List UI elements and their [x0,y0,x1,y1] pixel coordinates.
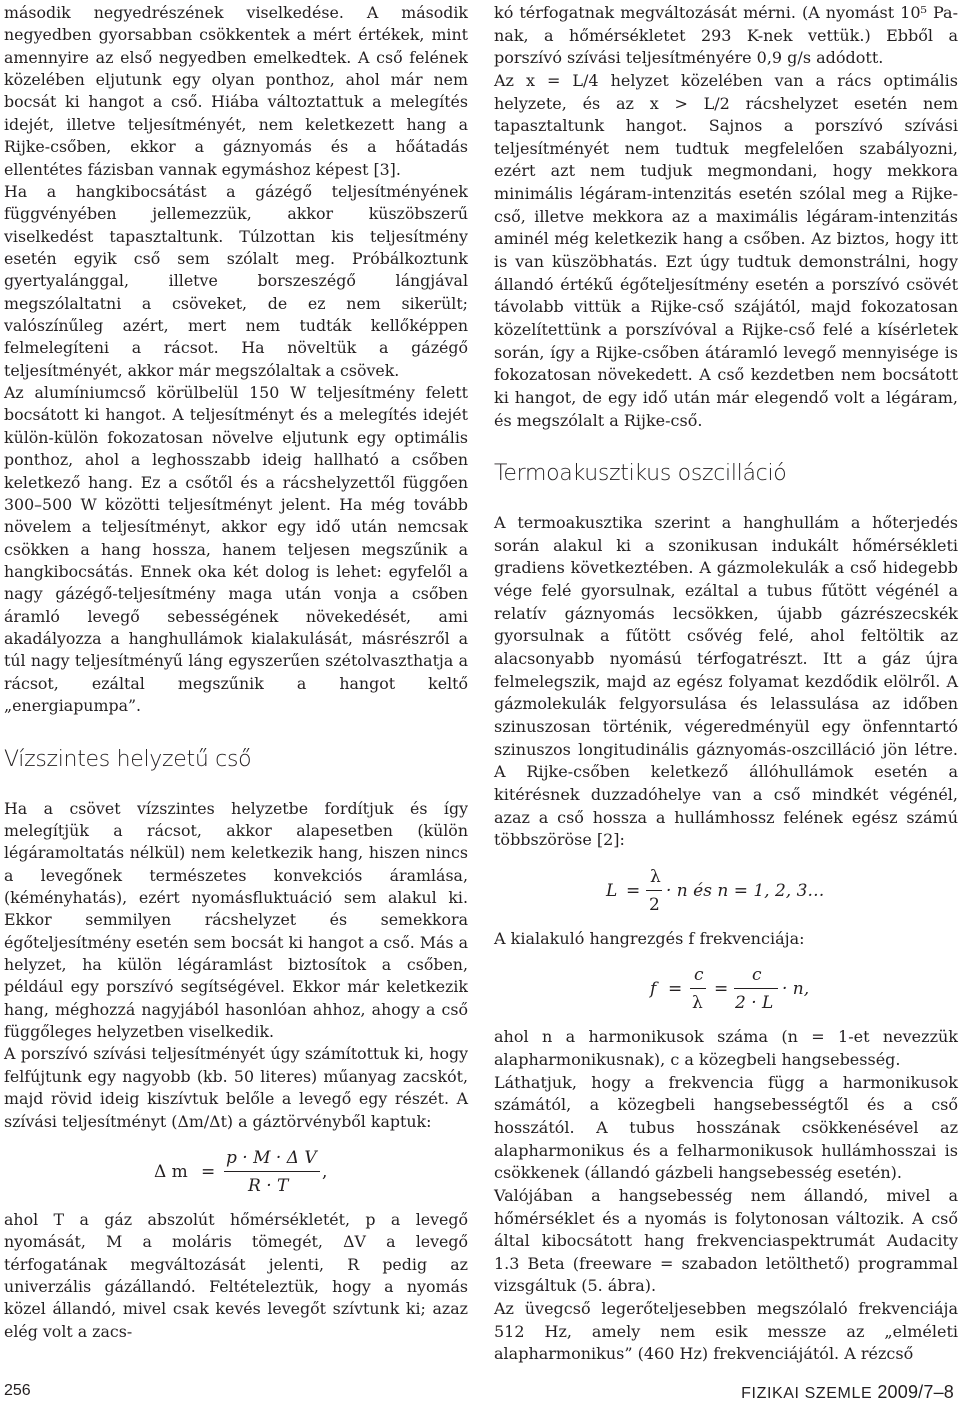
right-column [494,2,958,1366]
right-paragraph-3: A termoakusztika szerint a hanghullám a hőterjedés során alakul ki a szonikusan indukált hőmérsékleti gradiens következtében. A gázmolekulák a cső hidegebb vége felé gyorsulnak, ezáltal a tubus fűtött végénél a relatív gáznyomás lecsökken, újabb gázrészecskék gyorsulnak a fűtött csővég felé, ahol feltöltik az alacsonyabb nyomású térfogatrészt. Itt a gáz újra felmelegszik, majd az egész folyamat kezdődik elölről. A gázmolekulák felgyorsulása és lelassulása az időben szinuszosan történik, végeredményül egy önfenntartó szinuszos longitudinális gáznyomás-oszcilláció jön létre. A Rijke-csőben keletkező állóhullámok esetén a kitérésnek duzzadóhelye van a cső mindkét végénél, azaz a cső hossza a hullámhossz felének egész számú többszöröse [2]: [494,513,958,850]
left-paragraph-4: Ha a csövet vízszintes helyzetbe fordítjuk és így melegítjük a rácsot, akkor alapesetben (külön légáramoltatás nélkül) nem keletkezik hang, hiszen nincs a levegőnek természetes konvekciós áramlása, (kéményhatás), ezért nyomásfluktuáció sem alakul ki. Ekkor semmilyen rácshelyzet és semekkora égőteljesítmény esetén sem bocsát ki hangot a cső. Más a helyzet, ha külön légáramlást biztosítok a csőben, például egy porszívó segítségével. Ekkor már keletkezik hang, méghozzá nagyjából hasonlóan ahhoz, ahogy a cső függőleges helyzetben viselkedik. [4,798,468,1042]
section-heading-thermoacoustic: Termoakusztikus oszcilláció [494,461,787,487]
formula-lhs: Δ m [154,1161,188,1182]
formula2-equals-1: = [668,979,683,1000]
wavelength-formula [494,862,958,918]
formula2-lhs: f [650,979,657,1000]
right-paragraph-2: Az x = L/4 helyzet közelében van a rács optimális helyzete, és az x > L/2 rácshelyzet esetén nem tapasztaltunk hangot. Sajnos a porszívó szívási teljesítményét nem tudtuk megfelelően szabályozni, ezért azt nem tudjuk megmondani, hogy mekkora minimális légáram-intenzitás esetén szólal meg a Rijke-cső, illetve mekkora az a maximális légáram-intenzitás aminél még keletkezik hang a csőben. Az biztos, hogy itt is van küszöbhatás. Ezt úgy tudtuk demonstrálni, hogy állandó értékű égőteljesítmény esetén a porszívó csövét távolabb vittük a Rijke-cső szájától, majd fokozatosan közelítettünk a porszívóval a Rijke-cső felé a kísérletek során, így a Rijke-csőben átáramló levegő mennyisége is fokozatosan növekedett. A cső kezdetben nem bocsátott ki hangot, de egy idő után már elegendő volt a légáram, és megszólalt a Rijke-cső. [494,70,958,430]
formula2-numerator-2: c [752,965,762,986]
formula1-rest: · n és n = 1, 2, 3… [666,880,825,901]
formula-denominator: R · T [248,1175,289,1196]
formula2-rest: · n, [782,979,810,1000]
right-paragraph-6: Láthatjuk, hogy a frekvencia függ a harmonikusok számától, a közegbeli hangsebességtől és a cső hosszától. A tubus hosszának csökkenésével az alapharmonikus és a felharmonikusok hullámhosszai is csökkenek (állandó gázbeli hangsebesség esetén). [494,1072,958,1183]
journal-footer [741,1382,954,1403]
page-number: 256 [4,1382,31,1399]
formula-equals: = [201,1161,216,1182]
formula1-denominator: 2 [649,894,660,915]
right-paragraph-1: kó térfogatnak megváltozását mérni. (A nyomást 10⁵ Pa-nak, a hőmérsékletet 293 K-nek vettük.) Ebből a porszívó szívási teljesítményére 0,9 g/s adódott. [494,3,958,68]
left-paragraph-3: Az alumíniumcső körülbelül 150 W teljesítmény felett bocsátott ki hangot. A teljesítményt és a melegítés idejét külön-külön fokozatosan növelve eljutunk egy optimális ponthoz, ahol a leghosszabb ideig hallható a csőben keletkező hang. Ez a csőtől és a rácshelyzettől függően 300–500 W közötti teljesítményt jelent. Ha még tovább növelem a teljesítményt, akkor egy idő után nemcsak csökken a hang hossza, hanem teljesen megszűnik a hangkibocsátás. Ennek oka két dolog is lehet: egyfelől a nagy gázégő-teljesítmény maga után vonja a csőben áramló levegő sebességének növekedését, ami akadályozza a hanghullámok kialakulását, másrészről a túl nagy teljesítményű láng egyszerűen szétolvaszthatja a rácsot, ezáltal megszűnik a hangot keltő „energiapumpa”. [4,383,468,716]
formula-numerator: p · M · Δ V [226,1147,317,1168]
right-paragraph-8: Az üvegcső legerőteljesebben megszólaló frekvenciája 512 Hz, amely nem esik messze az „elméleti alapharmonikus” (460 Hz) frekvenciájától. A rézcső [494,1299,958,1364]
formula1-fraction-bar [646,890,662,891]
formula2-numerator-1: c [694,965,704,986]
formula2-denominator-2: 2 · L [735,993,774,1014]
left-paragraph-5: A porszívó szívási teljesítményét úgy számítottuk ki, hogy felfújtunk egy nagyobb (kb. 50 literes) műanyag zacskót, majd rövid ideig kiszívtuk belőle a levegő egy részét. A szívási teljesítményt (Δm/Δt) a gáztörvényből kaptuk: [4,1044,468,1131]
left-paragraph-1: második negyedrészének viselkedése. A második negyedben gyorsabban csökkentek a mért értékek, mint amennyire az első negyedben emelkedtek. A cső felének közelében eljutunk egy olyan ponthoz, ahol már nem bocsát ki hangot a cső. Hiába változtattuk a melegítés idejét, illetve teljesítményét, nem keletkezett hang a Rijke-csőben, ekkor a gáznyomás és a hőátadás ellentétes fázisban vannak egymáshoz képest [3]. [4,3,468,179]
left-paragraph-2: Ha a hangkibocsátást a gázégő teljesítményének függvényében jellemezzük, akkor küszöbszerű viselkedést tapasztaltunk. Túlzottan kis teljesítmény esetén egyik cső sem szólalt meg. Próbálkoztunk gyertyalánggal, illetve borszeszégő lángjával megszólaltatni a csöveket, de ez nem sikerült; valószínűleg azért, mert nem tudták kellőképpen felmelegíteni a rácsot. Ha növeltük a gázégő teljesítményét, akkor már megszólaltak a csövek. [4,181,468,380]
right-paragraph-5: ahol n a harmonikusok száma (n = 1-et nevezzük alapharmonikusnak), c a közegbeli hangsebesség. [494,1027,958,1070]
journal-issue: 2009/7–8 [877,1382,954,1402]
formula2-fraction-bar-1 [690,988,706,989]
left-column [4,2,468,1343]
right-paragraph-4: A kialakuló hangrezgés f frekvenciája: [494,928,805,948]
formula1-equals: = [626,880,641,901]
formula1-lhs: L [606,880,618,901]
formula2-fraction-bar-2 [734,988,778,989]
frequency-formula [494,960,958,1016]
formula2-denominator-1: λ [692,993,703,1014]
formula-fraction-bar [224,1171,320,1172]
journal-name: FIZIKAI SZEMLE [741,1385,873,1402]
formula2-equals-2: = [714,979,729,1000]
formula1-numerator: λ [650,866,661,887]
mass-flow-formula [4,1143,468,1199]
formula-comma: , [322,1161,328,1182]
right-paragraph-7: Valójában a hangsebesség nem állandó, mivel a hőmérséklet és a nyomás is folytonosan változik. A cső által kibocsátott hang frekvenciaspektrumát Audacity 1.3 Beta (freeware = szabadon letölthető) programmal vizsgáltuk (5. ábra). [494,1185,958,1296]
left-paragraph-6: ahol T a gáz abszolút hőmérsékletét, p a levegő nyomását, M a moláris tömegét, ΔV a levegő térfogatának megváltozását jelenti, R pedig az univerzális gázállandó. Feltételeztük, hogy a nyomás közel állandó, mivel csak kevés levegőt szívtunk ki; azaz elég volt a zacs- [4,1209,468,1341]
section-heading-horizontal-tube: Vízszintes helyzetű cső [4,746,252,772]
